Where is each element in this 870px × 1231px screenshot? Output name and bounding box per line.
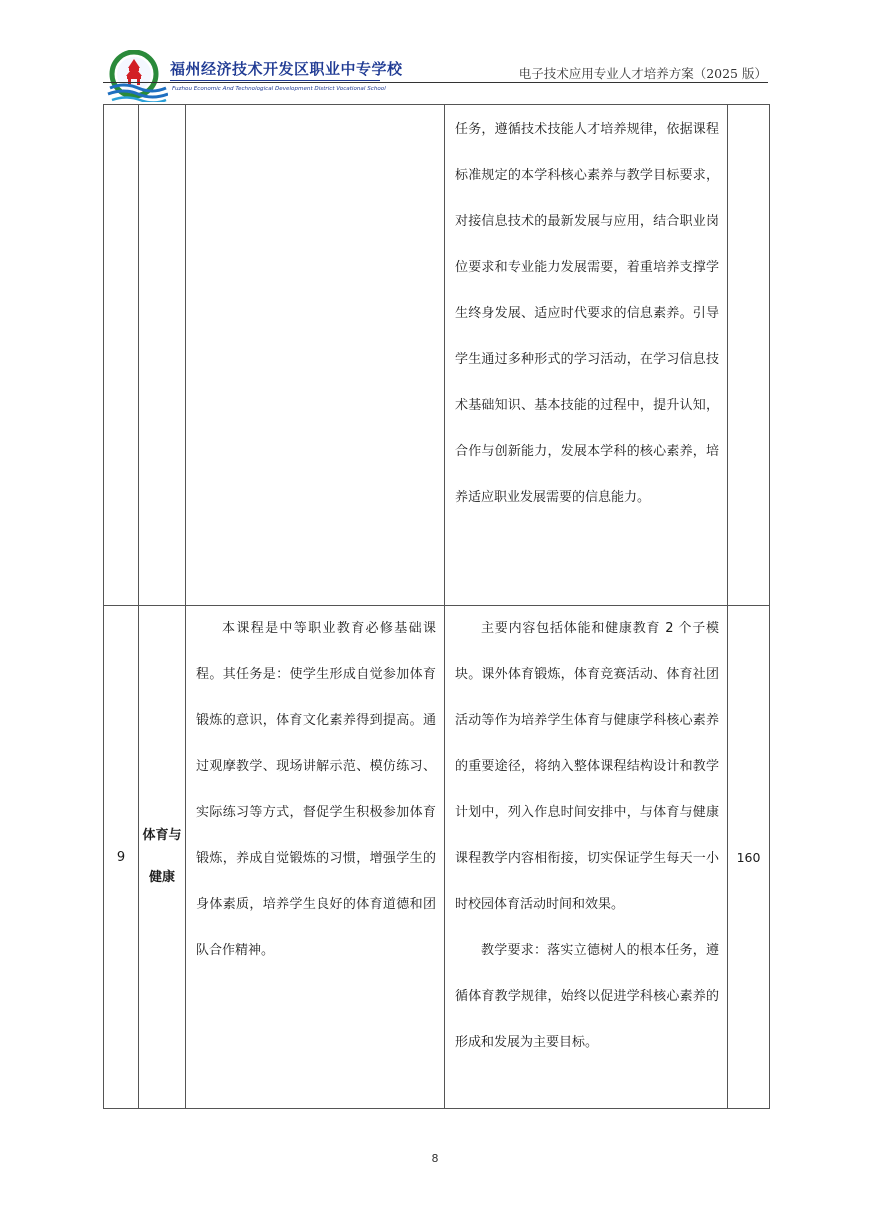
course-name-cell: 体育与健康: [139, 606, 186, 1109]
hours-cell: 160: [728, 606, 770, 1109]
goal-paragraph: 本课程是中等职业教育必修基础课程。其任务是：使学生形成自觉参加体育锻炼的意识，体育文化素养得到提高。通过观摩教学、现场讲解示范、模仿练习、实际练习等方式，督促学生积极参加体育锻炼，养成自觉锻炼的习惯，增强学生的身体素质，培养学生良好的体育道德和团队合作精神。: [196, 621, 436, 958]
school-name-divider: [170, 80, 380, 81]
table-row: [104, 105, 770, 606]
row-number-cell: [104, 105, 139, 606]
school-name-en: Fuzhou Economic And Technological Development District Vocational School: [172, 86, 386, 92]
school-logo-icon: [106, 50, 168, 102]
table-row: [104, 606, 770, 1109]
content-paragraph: 主要内容包括体能和健康教育 2 个子模块。课外体育锻炼，体育竞赛活动、体育社团活动等作为培养学生体育与健康学科核心素养的重要途径，将纳入整体课程结构设计和教学计划中，列入作息时间安排中，与体育与健康课程教学内容相衔接，切实保证学生每天一小时校园体育活动时间和效果。: [455, 621, 719, 912]
page-header: [0, 0, 870, 104]
course-content-cell: [445, 606, 728, 1109]
course-goal-cell: [186, 606, 445, 1109]
header-rule: [103, 82, 768, 83]
school-name-cn: 福州经济技术开发区职业中专学校: [170, 60, 403, 78]
teaching-requirements-paragraph: 教学要求：落实立德树人的根本任务，遵循体育教学规律，始终以促进学科核心素养的形成和发展为主要目标。: [455, 943, 719, 1050]
page-number: 8: [431, 1152, 439, 1165]
row-number-cell: 9: [104, 606, 139, 1109]
course-name-cell: [139, 105, 186, 606]
course-content-cell: [445, 105, 728, 606]
course-table: [103, 104, 770, 1109]
course-goal-cell: [186, 105, 445, 606]
content-paragraph: 任务，遵循技术技能人才培养规律，依据课程标准规定的本学科核心素养与教学目标要求，对接信息技术的最新发展与应用，结合职业岗位要求和专业能力发展需要，着重培养支撑学生终身发展、适应时代要求的信息素养。引导学生通过多种形式的学习活动，在学习信息技术基础知识、基本技能的过程中，提升认知，合作与创新能力，发展本学科的核心素养，培养适应职业发展需要的信息能力。: [455, 122, 719, 505]
hours-cell: [728, 105, 770, 606]
document-title: 电子技术应用专业人才培养方案（2025 版）: [518, 66, 767, 81]
